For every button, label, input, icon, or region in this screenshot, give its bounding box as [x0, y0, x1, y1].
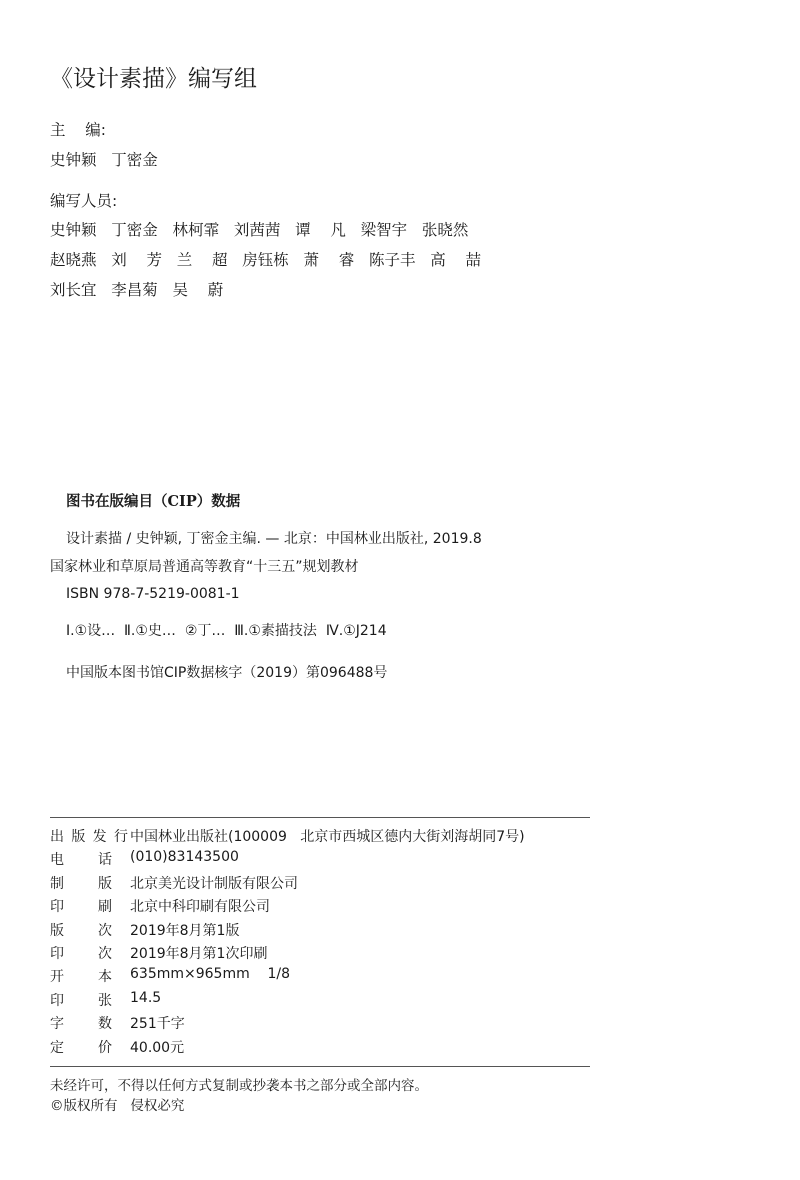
- writers-line-2: 赵晓燕 刘 芳 兰 超 房钰栋 萧 睿 陈子丰 高 喆: [50, 251, 482, 269]
- writers-line-1: 史钟颖 丁密金 林柯霏 刘茜茜 谭 凡 梁智宇 张晓然: [50, 221, 469, 239]
- rights-reserved: ©版权所有 侵权必究: [50, 1098, 185, 1114]
- writers-label: 编写人员:: [50, 192, 118, 210]
- details-bottom-rule: [50, 1066, 590, 1067]
- cip-line-2: 国家林业和草原局普通高等教育“十三五”规划教材: [50, 559, 359, 575]
- copyright-notice: 未经许可，不得以任何方式复制或抄袭本书之部分或全部内容。: [50, 1078, 428, 1094]
- editors-names: 史钟颖 丁密金: [50, 151, 158, 169]
- detail-row: [50, 826, 525, 846]
- detail-label: 印 次: [50, 946, 112, 962]
- cip-isbn: ISBN 978-7-5219-0081-1: [66, 586, 240, 602]
- detail-row: [50, 896, 270, 916]
- detail-value: 635mm×965mm 1/8: [130, 966, 291, 983]
- detail-value: (010)83143500: [130, 849, 239, 866]
- page-title: 《设计素描》编写组: [50, 66, 257, 92]
- detail-value: 2019年8月第1版: [130, 922, 240, 939]
- detail-row: [50, 943, 267, 963]
- detail-row: [50, 966, 290, 986]
- detail-label: 定 价: [50, 1039, 112, 1056]
- details-top-rule: [50, 817, 590, 818]
- writers-line-3: 刘长宜 李昌菊 吴 蔚: [50, 281, 224, 299]
- detail-value: 14.5: [130, 989, 162, 1006]
- editors-label: 主 编:: [50, 121, 106, 139]
- detail-value: 40.00元: [130, 1039, 185, 1056]
- detail-value: 中国林业出版社(100009 北京市西城区德内大街刘海胡同7号): [130, 829, 525, 845]
- detail-value: 251千字: [130, 1016, 185, 1033]
- detail-row: [50, 990, 161, 1010]
- detail-value: 北京美光设计制版有限公司: [130, 875, 298, 892]
- detail-label: 版 次: [50, 922, 112, 939]
- cip-classification: Ⅰ.①设… Ⅱ.①史… ②丁… Ⅲ.①素描技法 Ⅳ.①J214: [66, 623, 387, 639]
- cip-heading: 图书在版编目（CIP）数据: [66, 493, 241, 510]
- detail-label: 印 刷: [50, 899, 112, 916]
- detail-label: 制 版: [50, 875, 112, 892]
- detail-row: [50, 920, 239, 940]
- detail-row: [50, 1037, 184, 1057]
- detail-row: [50, 873, 298, 893]
- cip-line-1: 设计素描 / 史钟颖, 丁密金主编. — 北京：中国林业出版社, 2019.8: [66, 531, 482, 547]
- detail-row: [50, 849, 239, 869]
- detail-row: [50, 1013, 185, 1033]
- detail-value: 北京中科印刷有限公司: [130, 899, 270, 916]
- cip-record: 中国版本图书馆CIP数据核字（2019）第096488号: [66, 665, 388, 681]
- detail-label: 电 话: [50, 852, 112, 869]
- detail-label: 开 本: [50, 969, 112, 986]
- detail-label: 出 版 发 行: [50, 829, 128, 845]
- detail-value: 2019年8月第1次印刷: [130, 946, 268, 962]
- detail-label: 印 张: [50, 992, 112, 1009]
- detail-label: 字 数: [50, 1016, 112, 1033]
